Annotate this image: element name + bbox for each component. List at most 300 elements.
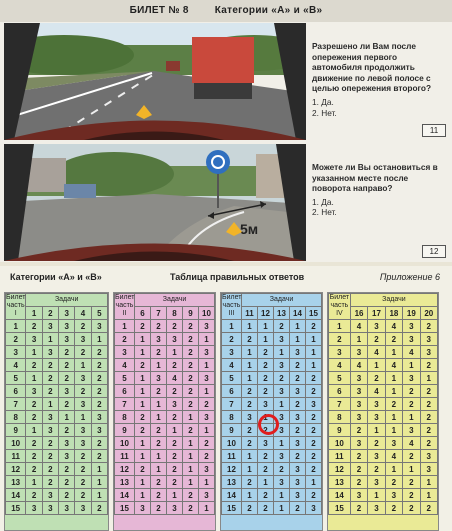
answer-cell: 2 (151, 502, 167, 515)
table-row (222, 463, 322, 476)
answer-cell: 2 (403, 398, 420, 411)
ticket-number-cell: 15 (6, 502, 26, 515)
task-number-header: 4 (75, 307, 91, 320)
answer-cell: 1 (242, 372, 258, 385)
answer-cell: 1 (199, 502, 215, 515)
table-row (115, 372, 215, 385)
table-row (6, 502, 108, 515)
answer-cell: 2 (26, 411, 42, 424)
table-row (329, 463, 438, 476)
answer-cell: 3 (42, 346, 58, 359)
ticket-number-cell: 7 (6, 398, 26, 411)
answer-cell: 2 (167, 411, 183, 424)
answer-cell: 3 (75, 398, 91, 411)
table-row (222, 320, 322, 333)
ticket-number-cell: 6 (115, 385, 135, 398)
ticket-column-header: Билет часть I (6, 294, 26, 320)
ticket-number-cell: 5 (222, 372, 242, 385)
table-row (329, 489, 438, 502)
answer-cell: 3 (91, 320, 107, 333)
answer-cell: 2 (91, 359, 107, 372)
answer-cell: 1 (290, 333, 306, 346)
answer-cell: 3 (368, 450, 385, 463)
answer-cell: 2 (75, 320, 91, 333)
answer-cell: 3 (91, 424, 107, 437)
answer-cell: 1 (183, 437, 199, 450)
answer-cell: 3 (420, 450, 437, 463)
tasks-header: Задачи (135, 294, 215, 307)
ticket-number-cell: 15 (115, 502, 135, 515)
answer-cell: 3 (242, 411, 258, 424)
answer-cell: 1 (306, 333, 322, 346)
answer-cell: 2 (199, 398, 215, 411)
answer-cell: 2 (306, 411, 322, 424)
ticket-number-cell: 1 (6, 320, 26, 333)
table-row (115, 333, 215, 346)
answer-cell: 1 (26, 372, 42, 385)
answer-cell: 2 (258, 359, 274, 372)
answer-cell: 3 (306, 502, 322, 515)
answer-cell: 1 (368, 489, 385, 502)
task-number-header: 11 (242, 307, 258, 320)
answer-cell: 2 (420, 437, 437, 450)
ticket-number-cell: 6 (222, 385, 242, 398)
answer-cell: 3 (350, 385, 367, 398)
answer-cell: 2 (167, 450, 183, 463)
table-row (115, 450, 215, 463)
table-row (222, 437, 322, 450)
answer-cell: 1 (91, 333, 107, 346)
tasks-header: Задачи (242, 294, 322, 307)
ticket-number-cell: 7 (222, 398, 242, 411)
task-number-header: 13 (274, 307, 290, 320)
answer-cell: 3 (385, 489, 402, 502)
ticket-number-cell: 5 (6, 372, 26, 385)
ticket-number-cell: 4 (222, 359, 242, 372)
answer-cell: 1 (242, 463, 258, 476)
table-row (115, 385, 215, 398)
answer-cell: 2 (420, 424, 437, 437)
answer-cell: 1 (135, 333, 151, 346)
answer-cell: 3 (167, 333, 183, 346)
answer-cell: 3 (350, 489, 367, 502)
answer-cell: 1 (290, 320, 306, 333)
answer-cell: 1 (183, 411, 199, 424)
task-number-header: 1 (26, 307, 42, 320)
answer-cell: 2 (183, 502, 199, 515)
answer-cell: 3 (306, 398, 322, 411)
task-number-header: 18 (385, 307, 402, 320)
answer-cell: 1 (403, 463, 420, 476)
answer-cell: 2 (306, 424, 322, 437)
question-number: 11 (422, 124, 446, 137)
answer-cell: 3 (350, 437, 367, 450)
table-row (329, 320, 438, 333)
answers-block-part-2 (113, 292, 216, 531)
ticket-number-cell: 10 (115, 437, 135, 450)
answer-cell: 2 (258, 385, 274, 398)
answer-cell: 2 (306, 437, 322, 450)
table-row (115, 476, 215, 489)
answer-cell: 2 (385, 502, 402, 515)
answer-cell: 2 (242, 437, 258, 450)
ticket-number-cell: 11 (6, 450, 26, 463)
answer-cell: 1 (135, 385, 151, 398)
answer-cell: 2 (420, 411, 437, 424)
answer-cell: 2 (290, 450, 306, 463)
answer-cell: 3 (274, 359, 290, 372)
task-number-header: 7 (151, 307, 167, 320)
answer-cell: 3 (274, 450, 290, 463)
answer-cell: 3 (274, 424, 290, 437)
answer-cell: 4 (368, 346, 385, 359)
ticket-number-cell: 12 (6, 463, 26, 476)
ticket-number-cell: 10 (6, 437, 26, 450)
answer-cell: 1 (135, 489, 151, 502)
answer-cell: 1 (135, 437, 151, 450)
answer-cell: 3 (199, 346, 215, 359)
answer-cell: 1 (350, 333, 367, 346)
answer-cell: 1 (91, 476, 107, 489)
answer-cell: 2 (151, 385, 167, 398)
answer-cell: 3 (75, 437, 91, 450)
table-row (329, 411, 438, 424)
answer-cell: 2 (258, 489, 274, 502)
table-row (329, 476, 438, 489)
answer-cell: 2 (420, 385, 437, 398)
answer-cell: 2 (403, 476, 420, 489)
table-row (115, 437, 215, 450)
answer-cell: 2 (183, 372, 199, 385)
answer-option[interactable]: 2. Нет. (312, 207, 337, 218)
answer-cell: 2 (75, 463, 91, 476)
answer-cell: 2 (420, 359, 437, 372)
answer-cell: 2 (75, 476, 91, 489)
answer-cell: 1 (385, 346, 402, 359)
answer-cell: 1 (274, 437, 290, 450)
ticket-number-cell: 5 (329, 372, 351, 385)
answer-option[interactable]: 1. Да. (312, 196, 334, 207)
answer-cell: 2 (26, 463, 42, 476)
table-row (6, 450, 108, 463)
answer-cell: 1 (26, 346, 42, 359)
answer-cell: 2 (26, 359, 42, 372)
answer-cell: 2 (403, 450, 420, 463)
table-row (222, 346, 322, 359)
answer-cell: 3 (420, 463, 437, 476)
task-number-header: 17 (368, 307, 385, 320)
answer-cell: 3 (274, 411, 290, 424)
ticket-number-cell: 12 (222, 463, 242, 476)
answer-cell: 1 (368, 359, 385, 372)
ticket-number-cell: 13 (329, 476, 351, 489)
answer-cell: 1 (420, 476, 437, 489)
task-number-header: 19 (403, 307, 420, 320)
ticket-number-cell: 6 (6, 385, 26, 398)
table-row (115, 346, 215, 359)
answer-cell: 3 (59, 437, 75, 450)
answer-cell: 3 (42, 489, 58, 502)
ticket-number-cell: 10 (222, 437, 242, 450)
answer-cell: 3 (274, 385, 290, 398)
answer-cell: 1 (26, 424, 42, 437)
answer-cell: 2 (350, 502, 367, 515)
answer-cell: 3 (290, 411, 306, 424)
answer-cell: 1 (403, 411, 420, 424)
answer-cell: 2 (26, 398, 42, 411)
answer-cell: 2 (368, 463, 385, 476)
ticket-number-cell: 2 (115, 333, 135, 346)
ticket-number-cell: 2 (222, 333, 242, 346)
table-row (6, 411, 108, 424)
table-row (329, 450, 438, 463)
answer-cell: 2 (403, 385, 420, 398)
answer-cell: 2 (258, 372, 274, 385)
question-text (312, 41, 446, 118)
answer-cell: 2 (350, 424, 367, 437)
ticket-header (0, 0, 452, 22)
answer-cell: 2 (199, 437, 215, 450)
table-row (115, 359, 215, 372)
answer-cell: 1 (135, 346, 151, 359)
answer-cell: 2 (42, 372, 58, 385)
answer-cell: 2 (91, 437, 107, 450)
question-12-text: Можете ли Вы остановиться в указанном месте после поворота направо? (312, 162, 438, 194)
answer-cell: 2 (167, 359, 183, 372)
answer-cell: 2 (26, 489, 42, 502)
answer-cell: 2 (258, 450, 274, 463)
answer-cell: 2 (42, 450, 58, 463)
answer-cell: 2 (91, 398, 107, 411)
answer-cell: 2 (42, 476, 58, 489)
ticket-number-cell: 12 (329, 463, 351, 476)
answer-option[interactable]: 2. Нет. (312, 107, 337, 118)
table-row (222, 450, 322, 463)
task-number-header: 14 (290, 307, 306, 320)
answer-cell: 3 (290, 346, 306, 359)
answer-cell: 3 (290, 385, 306, 398)
answer-cell: 2 (135, 424, 151, 437)
answer-cell: 2 (167, 320, 183, 333)
answer-cell: 3 (420, 333, 437, 346)
answer-cell: 2 (183, 398, 199, 411)
answer-cell: 3 (42, 411, 58, 424)
answer-cell: 2 (183, 385, 199, 398)
answer-cell: 1 (242, 320, 258, 333)
table-row (329, 359, 438, 372)
answer-cell: 1 (26, 476, 42, 489)
answer-cell: 1 (75, 411, 91, 424)
answer-cell: 2 (183, 346, 199, 359)
table-row (222, 398, 322, 411)
answers-table (221, 293, 322, 515)
answer-cell: 3 (274, 476, 290, 489)
table-row (329, 385, 438, 398)
answer-cell: 3 (420, 346, 437, 359)
ticket-number-cell: 14 (115, 489, 135, 502)
answer-cell: 2 (135, 463, 151, 476)
answer-cell: 1 (274, 346, 290, 359)
answer-cell: 1 (151, 398, 167, 411)
ticket-number-cell: 9 (115, 424, 135, 437)
task-number-header: 2 (42, 307, 58, 320)
answer-cell: 2 (242, 476, 258, 489)
answer-cell: 2 (167, 437, 183, 450)
answer-cell: 3 (385, 437, 402, 450)
answer-cell: 1 (420, 489, 437, 502)
answer-cell: 2 (151, 320, 167, 333)
table-row (222, 333, 322, 346)
answer-cell: 3 (368, 411, 385, 424)
ticket-number-cell: 10 (329, 437, 351, 450)
task-number-header: 9 (183, 307, 199, 320)
answer-cell: 1 (151, 359, 167, 372)
ticket-number-cell: 3 (222, 346, 242, 359)
table-row (6, 424, 108, 437)
ticket-number-cell: 8 (222, 411, 242, 424)
ticket-number-cell: 4 (6, 359, 26, 372)
task-number-header: 5 (91, 307, 107, 320)
answer-cell: 3 (199, 463, 215, 476)
ticket-number-cell: 4 (329, 359, 351, 372)
answer-cell: 4 (368, 385, 385, 398)
ticket-number-cell: 12 (115, 463, 135, 476)
ticket-number-cell: 14 (222, 489, 242, 502)
answer-cell: 1 (306, 359, 322, 372)
answer-cell: 2 (274, 320, 290, 333)
answer-cell: 1 (258, 333, 274, 346)
question-12 (4, 144, 450, 262)
answer-cell: 2 (368, 372, 385, 385)
answer-cell: 2 (26, 320, 42, 333)
table-row (6, 372, 108, 385)
answers-block-part-4 (327, 292, 439, 531)
answer-cell: 3 (59, 502, 75, 515)
answer-cell: 3 (199, 320, 215, 333)
ticket-number-cell: 14 (329, 489, 351, 502)
answer-cell: 1 (135, 372, 151, 385)
table-row (329, 502, 438, 515)
road-photo-overtaking (4, 23, 306, 140)
answer-cell: 2 (385, 476, 402, 489)
answer-cell: 3 (290, 476, 306, 489)
table-row (6, 359, 108, 372)
answer-cell: 1 (151, 450, 167, 463)
answer-cell: 2 (167, 476, 183, 489)
answer-cell: 2 (151, 489, 167, 502)
ticket-number-cell: 13 (222, 476, 242, 489)
answer-cell: 2 (385, 398, 402, 411)
answer-cell: 2 (59, 489, 75, 502)
table-row (115, 424, 215, 437)
answers-table-page (0, 266, 452, 531)
answer-cell: 2 (368, 333, 385, 346)
answer-cell: 3 (368, 502, 385, 515)
answer-cell: 3 (258, 398, 274, 411)
answer-cell: 2 (26, 437, 42, 450)
answer-cell: 3 (350, 411, 367, 424)
answer-cell: 1 (385, 385, 402, 398)
ticket-number-cell: 8 (6, 411, 26, 424)
answer-cell: 1 (368, 424, 385, 437)
answer-cell: 2 (42, 437, 58, 450)
answer-cell: 2 (258, 502, 274, 515)
question-number: 12 (422, 245, 446, 258)
answer-cell: 3 (59, 320, 75, 333)
ticket-number-cell: 11 (115, 450, 135, 463)
table-row (115, 398, 215, 411)
answer-cell: 3 (75, 502, 91, 515)
answer-cell: 1 (199, 333, 215, 346)
answer-cell: 1 (167, 424, 183, 437)
table-row (329, 437, 438, 450)
ticket-number-cell: 11 (329, 450, 351, 463)
answer-cell: 1 (135, 398, 151, 411)
answer-cell: 2 (183, 333, 199, 346)
table-row (329, 333, 438, 346)
answer-cell: 2 (290, 372, 306, 385)
answer-cell: 1 (42, 398, 58, 411)
answer-cell: 2 (420, 502, 437, 515)
answer-cell: 3 (75, 333, 91, 346)
answer-cell: 3 (151, 333, 167, 346)
answer-cell: 2 (42, 463, 58, 476)
answer-cell: 4 (385, 320, 402, 333)
answer-cell: 2 (258, 463, 274, 476)
answer-option[interactable]: 1. Да. (312, 96, 334, 107)
table-row (115, 489, 215, 502)
road-photo-right-turn (4, 144, 306, 261)
ticket-categories: Категории «А» и «В» (214, 5, 323, 16)
table-header (0, 266, 452, 286)
answer-cell: 2 (274, 372, 290, 385)
answer-cell: 3 (42, 424, 58, 437)
table-row (329, 398, 438, 411)
answer-cell: 3 (350, 346, 367, 359)
appendix-label: Приложение 6 (379, 272, 440, 282)
task-number-header: 12 (258, 307, 274, 320)
answer-cell: 3 (350, 398, 367, 411)
answer-cell: 3 (151, 372, 167, 385)
table-row (222, 385, 322, 398)
answer-cell: 1 (385, 424, 402, 437)
answers-list (312, 197, 446, 218)
answer-cell: 1 (258, 476, 274, 489)
answer-cell: 2 (151, 437, 167, 450)
answer-cell: 1 (274, 489, 290, 502)
answer-cell: 3 (274, 333, 290, 346)
answer-cell: 3 (199, 489, 215, 502)
answer-cell: 3 (167, 398, 183, 411)
answer-cell: 1 (306, 476, 322, 489)
answer-cell: 3 (26, 502, 42, 515)
ticket-number-cell: 13 (115, 476, 135, 489)
ticket-number-cell: 7 (329, 398, 351, 411)
ticket-number-cell: 6 (329, 385, 351, 398)
answer-cell: 2 (91, 385, 107, 398)
answers-block-part-1 (4, 292, 109, 531)
ticket-number-cell: 3 (329, 346, 351, 359)
answer-cell: 3 (59, 385, 75, 398)
answer-cell: 3 (91, 411, 107, 424)
answer-cell: 3 (199, 411, 215, 424)
answer-cell: 2 (91, 346, 107, 359)
answer-cell: 2 (258, 346, 274, 359)
ticket-number-cell: 4 (115, 359, 135, 372)
table-row (222, 359, 322, 372)
answer-cell: 2 (385, 333, 402, 346)
answer-cell: 2 (199, 450, 215, 463)
